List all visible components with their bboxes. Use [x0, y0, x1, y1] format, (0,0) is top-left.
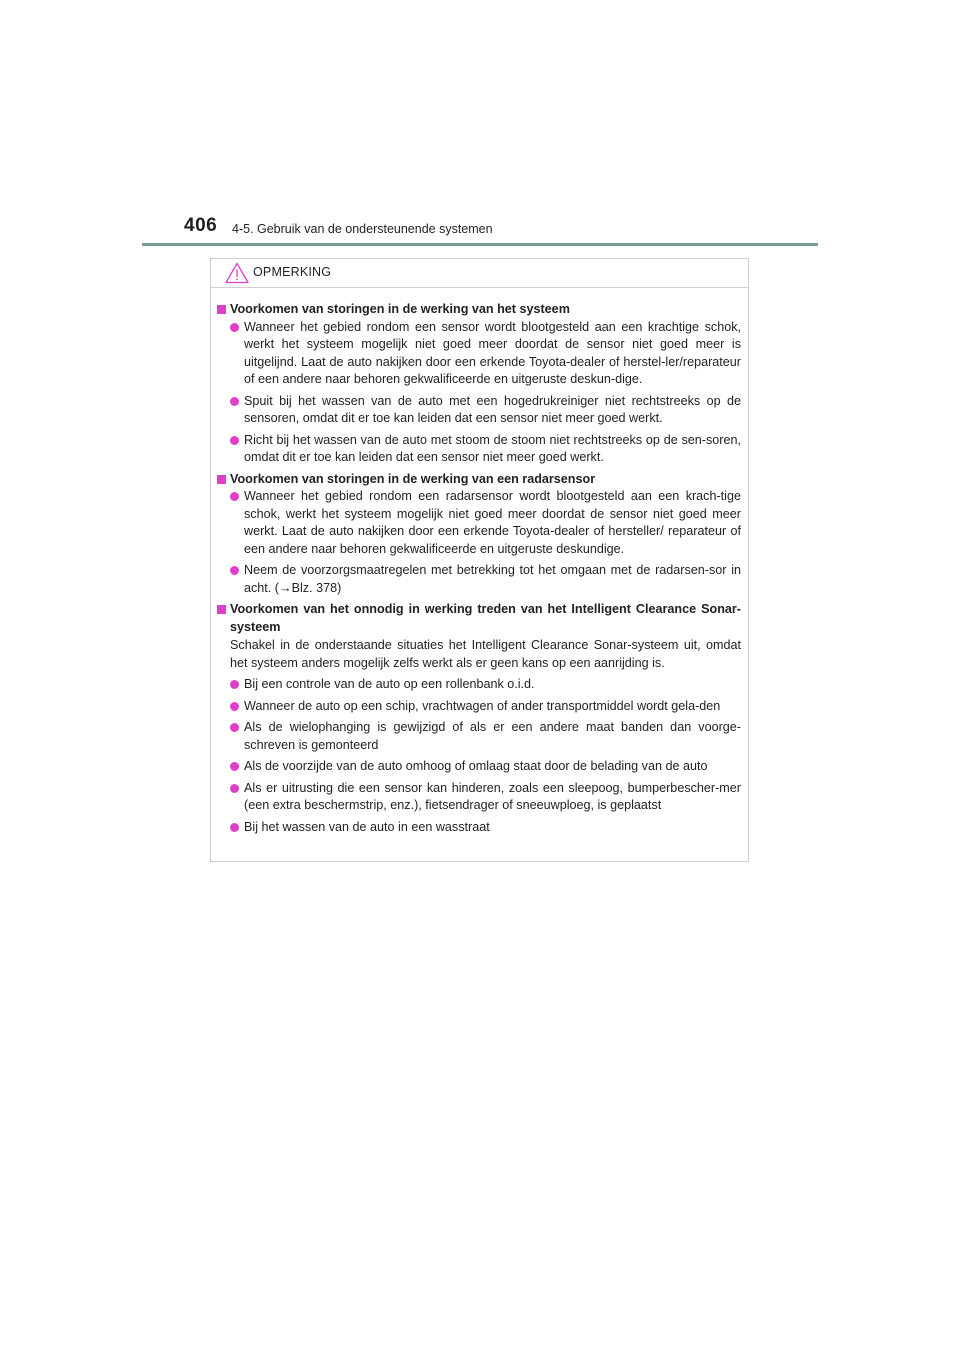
section-title: 4-5. Gebruik van de ondersteunende systemen: [232, 222, 493, 236]
list-item-text: Wanneer het gebied rondom een sensor wordt blootgesteld aan een krachtige schok, werkt het systeem mogelijk niet goed meer doordat de sensor niet goed meer is uitgelijnd. Laat de auto nakijken door een erkende Toyota-dealer of herstel-ler/reparateur of een andere naar behoren gekwalificeerde en uitgeruste deskun-dige.: [244, 319, 741, 386]
list-item-text: Spuit bij het wassen van de auto met een hogedrukreiniger niet rechtstreeks op de sensoren, omdat dit er toe kan leiden dat een sensor niet meer goed werkt.: [244, 393, 741, 425]
round-bullet-icon: [230, 436, 239, 445]
round-bullet-icon: [230, 823, 239, 832]
square-bullet-icon: [217, 605, 226, 614]
section-intro: Schakel in de onderstaande situaties het Intelligent Clearance Sonar-systeem uit, omdat het systeem anders mogelijk zelfs werkt als er geen kans op een aanrijding is.: [230, 638, 741, 670]
note-body: [211, 288, 748, 836]
list-item: [230, 698, 741, 716]
list-item: [230, 676, 741, 694]
list-item: [230, 488, 741, 558]
list-item-text: Als de voorzijde van de auto omhoog of omlaag staat door de belading van de auto: [244, 759, 708, 773]
square-bullet-icon: [217, 475, 226, 484]
round-bullet-icon: [230, 702, 239, 711]
warning-triangle-icon: [225, 262, 249, 284]
round-bullet-icon: [230, 784, 239, 793]
note-section: [217, 301, 741, 467]
round-bullet-icon: [230, 762, 239, 771]
list-item: [230, 719, 741, 754]
round-bullet-icon: [230, 566, 239, 575]
note-section: [217, 471, 741, 598]
round-bullet-icon: [230, 323, 239, 332]
note-label: OPMERKING: [253, 265, 332, 279]
section-heading: [217, 471, 741, 489]
list-item-text: Als de wielophanging is gewijzigd of als er een andere maat banden dan voorge-schreven is gemonteerd: [244, 720, 741, 752]
list-item: [230, 780, 741, 815]
page-header: [0, 0, 960, 250]
list-item-text: Neem de voorzorgsmaatregelen met betrekking tot het omgaan met de radarsen-sor in acht. (→Blz. 378): [244, 563, 741, 595]
list-item-text: Richt bij het wassen van de auto met stoom de stoom niet rechtstreeks op de sen-soren, omdat dit er toe kan leiden dat een sensor niet meer goed werkt.: [244, 432, 741, 464]
round-bullet-icon: [230, 397, 239, 406]
list-item-text: Wanneer het gebied rondom een radarsensor wordt blootgesteld aan een krach-tige schok, werkt het systeem mogelijk niet goed meer doordat de sensor niet goed meer werkt. Laat de auto nakijken door een erkende Toyota-dealer of hersteller/ reparateur of een andere naar behoren gekwalificeerde en uitgeruste deskundige.: [244, 489, 741, 556]
page-number: 406: [184, 215, 218, 236]
header-rule: [142, 243, 818, 246]
list-item-text: Bij het wassen van de auto in een wasstraat: [244, 819, 490, 834]
note-section: [217, 601, 741, 836]
section-heading-text: Voorkomen van storingen in de werking van een radarsensor: [230, 471, 596, 486]
note-box: [210, 258, 749, 862]
list-item-text: Als er uitrusting die een sensor kan hinderen, zoals een sleepoog, bumperbescher-mer (een extra beschermstrip, enz.), fietsendrager of sneeuwploeg, is geplaatst: [244, 780, 741, 812]
list-item-text: Bij een controle van de auto op een rollenbank o.i.d.: [244, 677, 535, 691]
section-heading: [217, 301, 741, 319]
list-item: [230, 393, 741, 428]
list-item-text: Wanneer de auto op een schip, vrachtwagen of ander transportmiddel wordt gela-den: [244, 698, 721, 713]
list-item: [230, 819, 741, 837]
section-heading-text: Voorkomen van het onnodig in werking treden van het Intelligent Clearance Sonar-systeem: [230, 602, 741, 634]
round-bullet-icon: [230, 680, 239, 689]
list-item: [230, 758, 741, 776]
section-heading-text: Voorkomen van storingen in de werking van het systeem: [230, 302, 570, 316]
list-item: [230, 562, 741, 597]
note-header: [211, 259, 748, 288]
round-bullet-icon: [230, 723, 239, 732]
round-bullet-icon: [230, 492, 239, 501]
square-bullet-icon: [217, 305, 226, 314]
list-item: [230, 432, 741, 467]
section-heading: [217, 601, 741, 636]
list-item: [230, 319, 741, 389]
